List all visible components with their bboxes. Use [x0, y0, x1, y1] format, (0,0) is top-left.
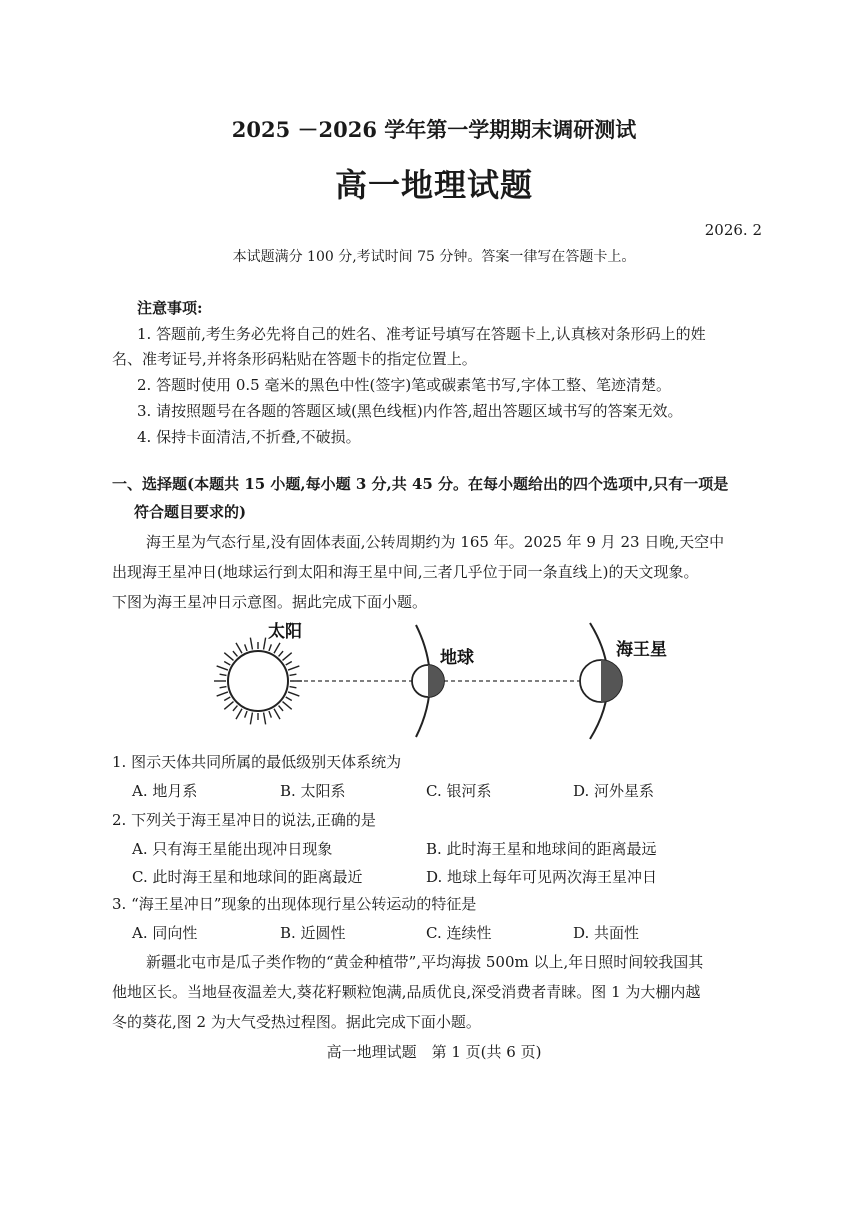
exam-info: 本试题满分 100 分,考试时间 75 分钟。答案一律写在答题卡上。: [232, 249, 636, 265]
earth-icon: [412, 665, 444, 697]
subject-title: 高一地理试题: [334, 166, 533, 204]
question-stem: 2. 下列关于海王星冲日的说法,正确的是: [112, 811, 376, 829]
sun-ray: [233, 651, 237, 656]
passage-line: 他地区长。当地昼夜温差大,葵花籽颗粒饱满,品质优良,深受消费者青睐。图 1 为大棚内越: [112, 983, 701, 1001]
sun-ray: [220, 687, 227, 688]
sun-ray: [217, 666, 228, 670]
option-a[interactable]: A. 只有海王星能出现冲日现象: [132, 840, 333, 858]
option-a[interactable]: A. 地月系: [132, 782, 198, 800]
exam-title: 2025 －2026 学年第一学期期末调研测试: [231, 117, 637, 142]
sun-ray: [286, 662, 292, 666]
option-d[interactable]: D. 河外星系: [573, 782, 655, 800]
question-stem: 3. “海王星冲日”现象的出现体现行星公转运动的特征是: [112, 895, 477, 913]
sun-ray: [224, 662, 230, 666]
sun-ray: [274, 643, 280, 653]
passage-line: 新疆北屯市是瓜子类作物的“黄金种植带”,平均海拔 500m 以上,年日照时间较我国其: [146, 953, 704, 971]
sun-ray: [286, 697, 292, 701]
sun-ray: [283, 653, 292, 661]
sun-ray: [283, 702, 292, 710]
sun-ray: [217, 692, 228, 696]
exam-date: 2026. 2: [704, 221, 762, 239]
option-c[interactable]: C. 此时海王星和地球间的距离最近: [132, 868, 363, 886]
notes-heading: 注意事项:: [137, 299, 203, 317]
passage-line: 下图为海王星冲日示意图。据此完成下面小题。: [112, 593, 428, 611]
sun-ray: [290, 687, 297, 688]
notes-item: 名、准考证号,并将条形码粘贴在答题卡的指定位置上。: [112, 350, 477, 368]
sun-ray: [236, 709, 242, 719]
neptune-icon: [580, 660, 622, 702]
neptune-label: 海王星: [616, 640, 667, 660]
sun-ray: [269, 711, 271, 718]
sun-label: 太阳: [268, 622, 302, 642]
sun-ray: [236, 643, 242, 653]
option-b[interactable]: B. 此时海王星和地球间的距离最远: [426, 840, 657, 858]
sun-ray: [288, 692, 299, 696]
option-a[interactable]: A. 同向性: [132, 924, 198, 942]
sun-ray: [224, 702, 233, 710]
sun-ray: [233, 706, 237, 711]
notes-item: 1. 答题前,考生务必先将自己的姓名、准考证号填写在答题卡上,认真核对条形码上的姓: [137, 325, 706, 343]
sun-ray: [274, 709, 280, 719]
option-b[interactable]: B. 近圆性: [280, 924, 346, 942]
sun-ray: [288, 666, 299, 670]
passage-line: 海王星为气态行星,没有固体表面,公转周期约为 165 年。2025 年 9 月 23 日晚,天空中: [146, 533, 725, 551]
question-stem: 1. 图示天体共同所属的最低级别天体系统为: [112, 753, 402, 771]
page-footer: 高一地理试题 第 1 页(共 6 页): [326, 1043, 542, 1061]
sun-ray: [250, 713, 252, 725]
neptune-opposition-diagram: [180, 615, 667, 740]
sun-ray: [250, 638, 252, 650]
sun-ray: [245, 711, 247, 718]
passage-line: 出现海王星冲日(地球运行到太阳和海王星中间,三者几乎位于同一条直线上)的天文现象。: [112, 563, 699, 581]
notes-item: 2. 答题时使用 0.5 毫米的黑色中性(签字)笔或碳素笔书写,字体工整、笔迹清楚。: [137, 376, 671, 394]
option-b[interactable]: B. 太阳系: [280, 782, 346, 800]
passage-line: 冬的葵花,图 2 为大气受热过程图。据此完成下面小题。: [112, 1013, 481, 1031]
earth-label: 地球: [440, 648, 474, 668]
notes-item: 3. 请按照题号在各题的答题区域(黑色线框)内作答,超出答题区域书写的答案无效。: [137, 402, 683, 420]
sun-ray: [224, 653, 233, 661]
section-heading: 一、选择题(本题共 15 小题,每小题 3 分,共 45 分。在每小题给出的四个选项中,只有一项是: [112, 475, 729, 493]
sun-ray: [224, 697, 230, 701]
sun-ray: [264, 713, 266, 725]
option-d[interactable]: D. 地球上每年可见两次海王星冲日: [426, 868, 658, 886]
sun-ray: [245, 644, 247, 651]
sun-ray: [269, 644, 271, 651]
sun-ray: [220, 674, 227, 675]
sun-ray: [264, 638, 266, 650]
sun-icon: [214, 638, 302, 725]
option-d[interactable]: D. 共面性: [573, 924, 640, 942]
section-heading-cont: 符合题目要求的): [134, 503, 247, 521]
notes-item: 4. 保持卡面清洁,不折叠,不破损。: [137, 428, 361, 446]
option-c[interactable]: C. 连续性: [426, 924, 492, 942]
option-c[interactable]: C. 银河系: [426, 782, 492, 800]
sun-ray: [279, 651, 283, 656]
sun-ray: [279, 706, 283, 711]
sun-ray: [290, 674, 297, 675]
